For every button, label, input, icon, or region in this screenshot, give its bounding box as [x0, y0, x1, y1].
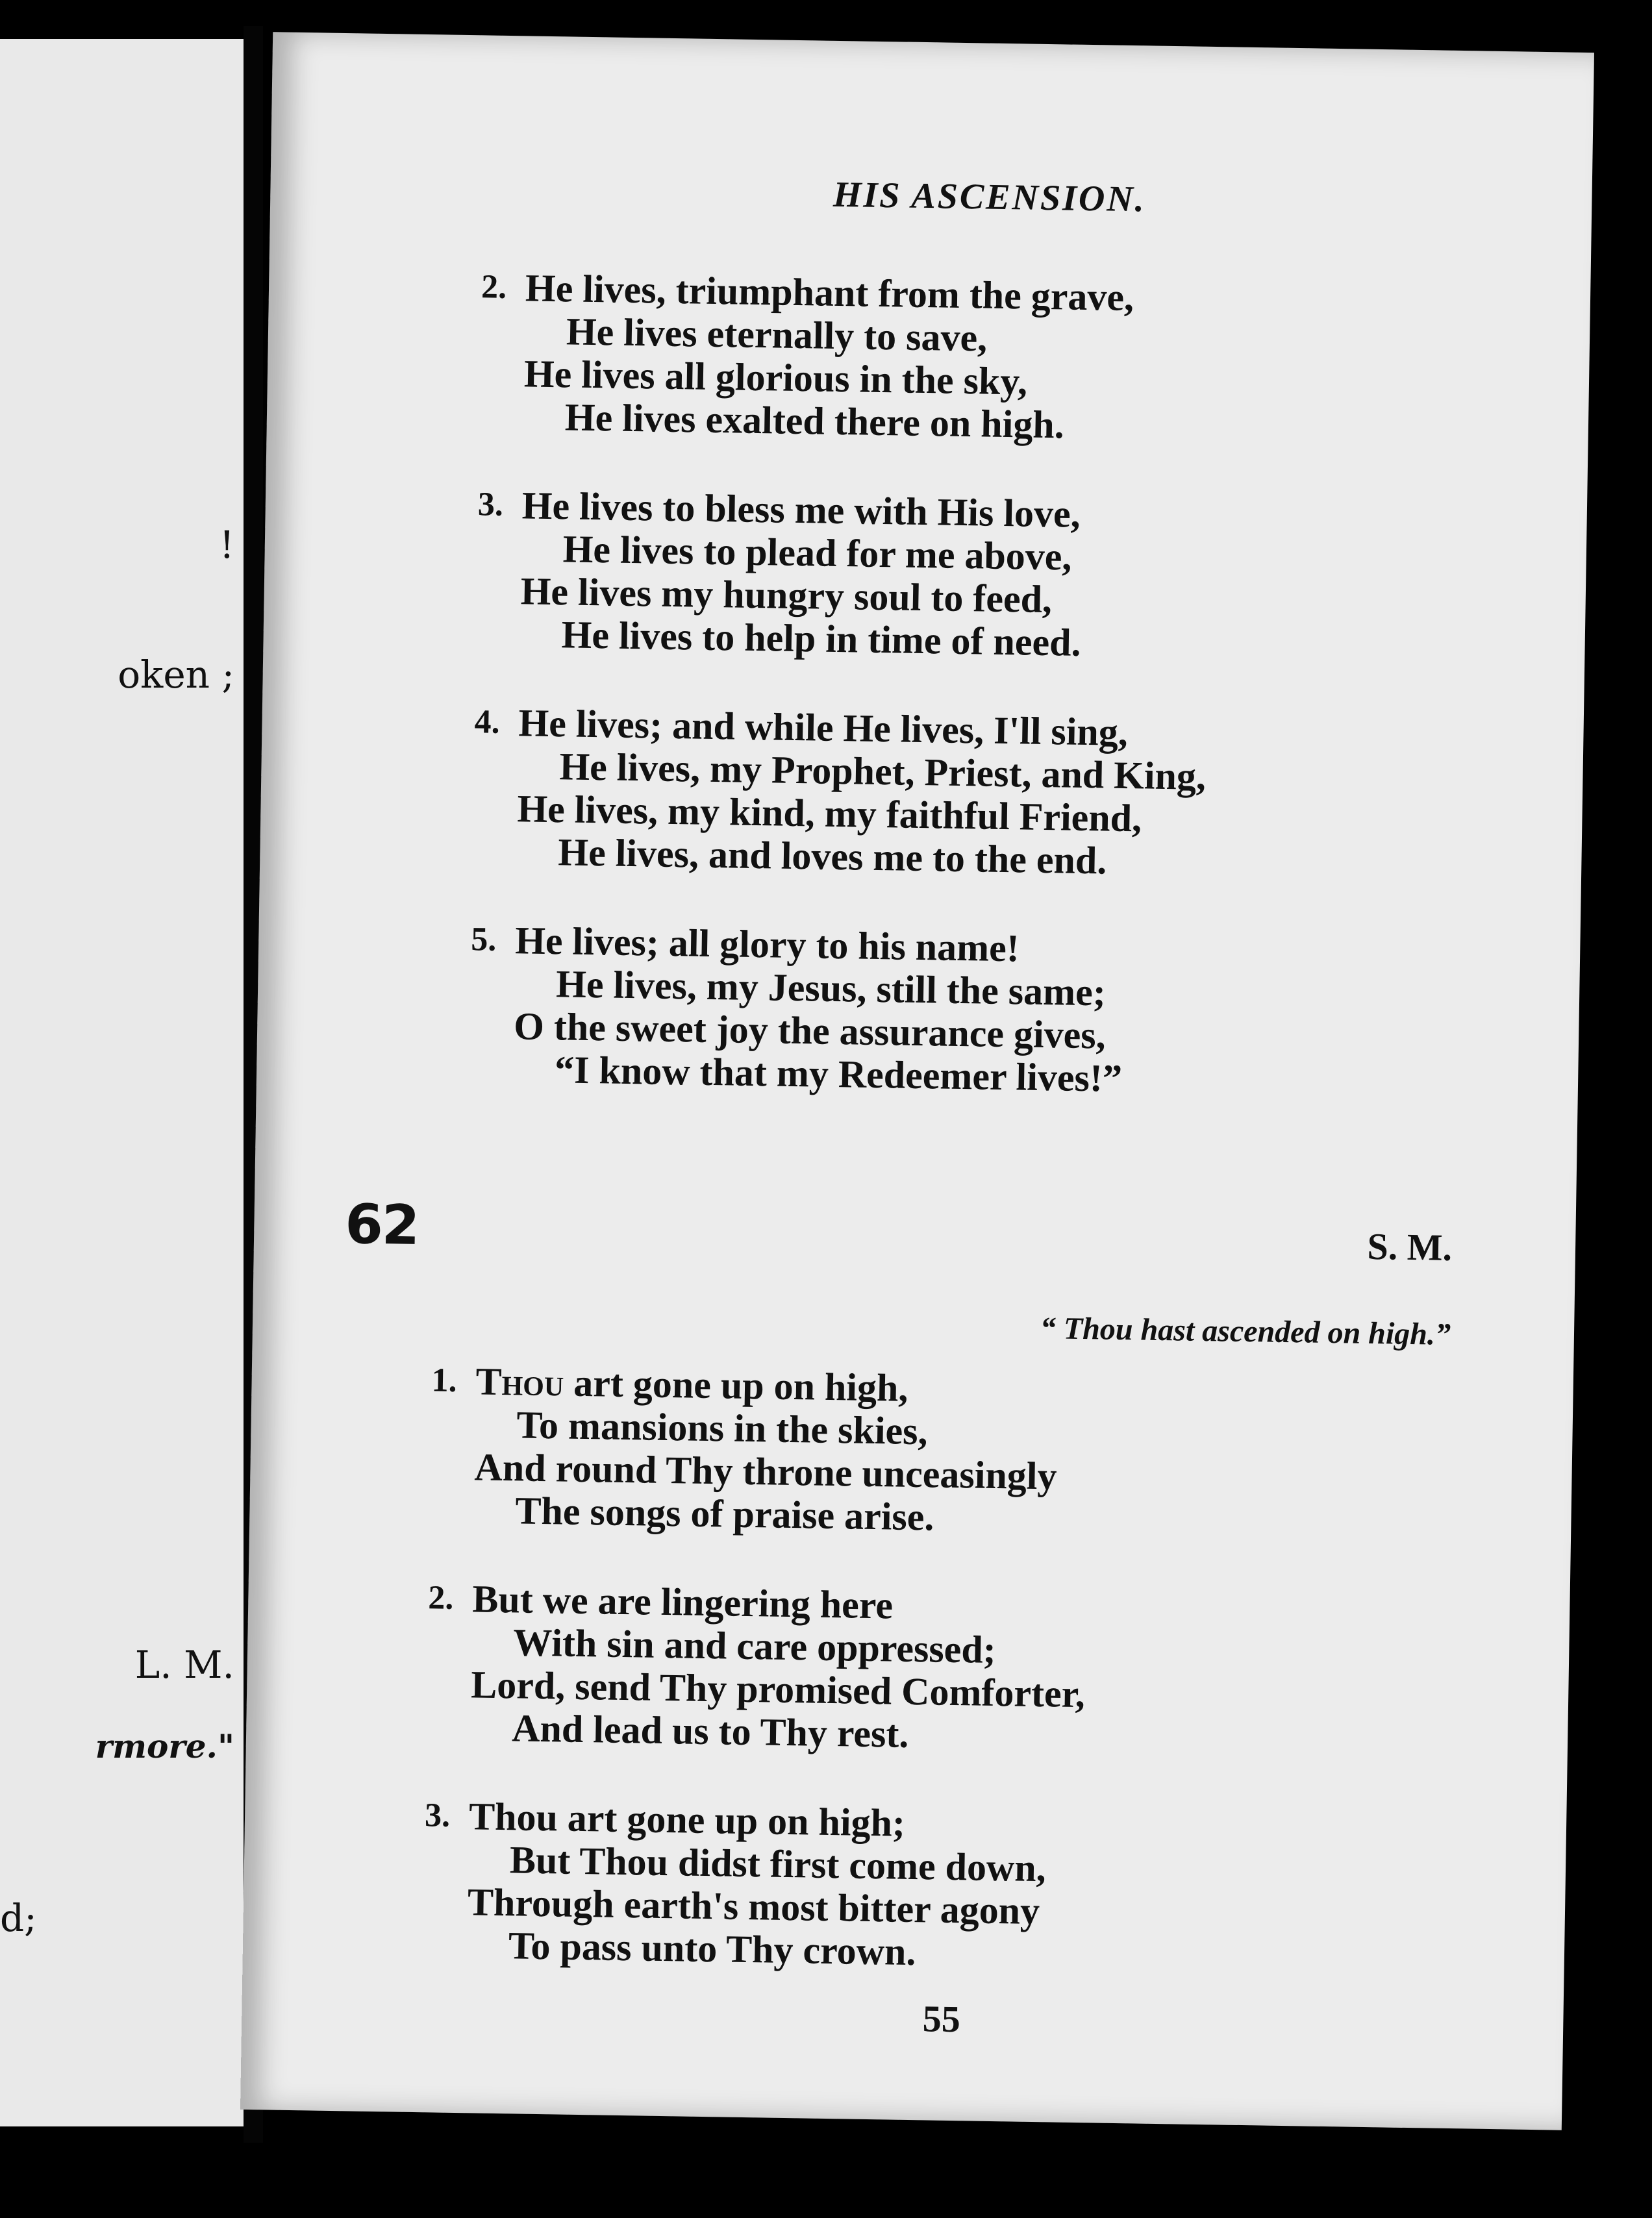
verse-number: 1.	[431, 1362, 458, 1399]
verse-line: With sin and care oppressed;	[512, 1621, 997, 1672]
page-number: 55	[922, 1997, 961, 2041]
verse-line: He lives, triumphant from the grave,	[525, 266, 1134, 319]
verse-number: 3.	[424, 1797, 451, 1834]
verse-line: And lead us to Thy rest.	[511, 1706, 909, 1756]
verse-62-3	[424, 1795, 1047, 1975]
verse-line: He lives, my Prophet, Priest, and King,	[559, 745, 1207, 798]
verse-number: 2.	[427, 1579, 454, 1617]
verse-line: He lives; all glory to his name!	[514, 919, 1020, 970]
verse-line: “I know that my Redeemer lives!”	[554, 1048, 1123, 1100]
facing-page-fragment: oken ;	[118, 653, 234, 697]
verse-line: The songs of praise arise.	[515, 1489, 934, 1539]
hymnal-page	[240, 32, 1594, 2130]
verse-line: But Thou didst first come down,	[509, 1838, 1047, 1890]
verse-line: Through earth's most bitter agony	[467, 1880, 1040, 1933]
verse-line: He lives, my Jesus, still the same;	[555, 962, 1107, 1014]
verse-61-2	[481, 266, 1134, 447]
facing-page-fragment: d;	[0, 1896, 37, 1940]
verse-61-4	[474, 701, 1207, 884]
verse-line: He lives; and while He lives, I'll sing,	[518, 701, 1129, 754]
facing-page-fragment: rmore."	[95, 1727, 234, 1765]
verse-line: Lord, send Thy promised Comforter,	[470, 1663, 1086, 1716]
verse-61-3	[477, 484, 1083, 664]
verse-line: He lives to plead for me above,	[562, 527, 1073, 579]
verse-62-2	[427, 1577, 1087, 1758]
verse-line: Thou art gone up on high;	[468, 1795, 906, 1845]
verse-number: 5.	[470, 921, 497, 958]
verse-line: He lives eternally to save,	[566, 310, 988, 360]
verse-line: He lives exalted there on high.	[564, 395, 1065, 447]
verse-line: He lives my hungry soul to feed,	[520, 569, 1053, 621]
verse-line: O the sweet joy the assurance gives,	[513, 1004, 1107, 1057]
hymn-epigraph: “ Thou hast ascended on high.”	[1040, 1311, 1451, 1352]
running-head: HIS ASCENSION.	[832, 174, 1147, 220]
verse-line: He lives to help in time of need.	[561, 613, 1082, 664]
verse-number: 4.	[474, 703, 501, 741]
verse-line: He lives, and loves me to the end.	[557, 830, 1107, 882]
verse-number: 3.	[477, 486, 504, 523]
verse-first-word: Thou	[475, 1360, 564, 1404]
verse-line: He lives all glorious in the sky,	[523, 352, 1028, 403]
hymn-number: 62	[344, 1192, 419, 1257]
facing-page	[0, 39, 244, 2126]
verse-61-5	[470, 919, 1125, 1100]
verse-first-line-rest: art gone up on high,	[563, 1361, 908, 1410]
facing-page-fragment: L. M.	[134, 1643, 234, 1687]
verse-line: But we are lingering here	[471, 1577, 894, 1627]
verse-number: 2.	[481, 268, 507, 306]
verse-line: And round Thy throne unceasingly	[474, 1445, 1057, 1498]
facing-page-fragment: !	[219, 523, 234, 567]
verse-line: He lives, my kind, my faithful Friend,	[516, 787, 1142, 840]
verse-line: He lives to bless me with His love,	[521, 484, 1081, 536]
verse-line: To mansions in the skies,	[516, 1403, 929, 1453]
hymn-meter: S. M.	[1367, 1225, 1453, 1269]
verse-62-1	[431, 1360, 1058, 1540]
verse-line: To pass unto Thy crown.	[508, 1924, 916, 1974]
